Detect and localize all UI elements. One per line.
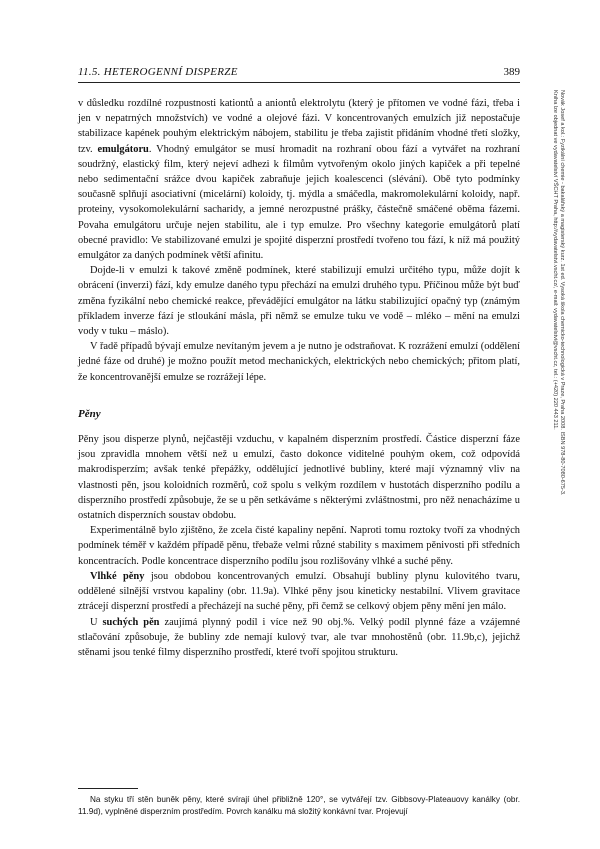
paragraph-foams-intro: Pěny jsou disperze plynů, nejčastěji vzduchu, v kapalném disperzním prostředí. Částice disperzní fáze jsou zpravidla mnohem větší než u emulzí, často dokonce viditelné pouhým okem, což odpovídá makrodisperzím; avšak tenké přepážky, oddělující jednotlivé bubliny, které mají významný vliv na vlastnosti pěn, jsou koloidních rozměrů, což spolu s velkým rozdílem v hustotách disperzního podílu a disperzního prostředí způsobuje, že se u pěn setkáváme s některými zvláštnostmi, pro něž nenacházíme u ostatních disperzních soustav obdobu. (78, 434, 520, 522)
page-number: 389 (503, 66, 520, 78)
paragraph-wet-foams: Vlhké pěny jsou obdobou koncentrovaných emulzí. Obsahují bubliny plynu kulovitého tvaru, oddělené silnější vrstvou kapaliny (obr. 11.9a). Vlhké pěny jsou kineticky nestabilní. Vlivem gravitace ztrácejí disperzní prostředí a přecházejí na suché pěny, při čemž se celkový objem pěny mění jen málo. (78, 570, 520, 613)
sidebar-line-citation: Novák Josef a kol.: Fyzikální chemie - bakalářský a magisterský kurz. 1st ed. Vysoká škola chemicko-technologická v Praze, Praha 2008. ISBN 978-80-7080-675-3. (559, 90, 565, 496)
footnote-rule (78, 788, 138, 789)
term-dry-foams: suchých pěn (102, 616, 160, 628)
term-emulgator: emulgátoru (97, 143, 149, 155)
paragraph-breaking: V řadě případů bývají emulze nevítaným jevem a je nutno je odstraňovat. K rozrážení emulzí (oddělení jedné fáze od druhé) je možno použít metod mechanických, elektrických nebo chemických; přitom platí, že koncentrovanější emulze se rozrážejí lépe. (78, 341, 520, 383)
footnote: Na styku tří stěn buněk pěny, které svírají úhel přibližně 120°, se vytvářejí tzv. Gibbsovy-Plateauovy kanálky (obr. 11.9d), vyplněné disperzním prostředím. Povrch kanálku má složitý konkávní tvar. Projevují (78, 795, 520, 816)
section-heading: 11.5. HETEROGENNÍ DISPERZE (78, 66, 238, 78)
paragraph-inversion: Dojde-li v emulzi k takové změně podmínek, které stabilizují emulzi určitého typu, může dojít k obrácení (inverzi) fází, kdy emulze daného typu přechází na emulzi druhého typu. Příčinou může být buď změna fyzikální nebo chemické reakce, převádějící emulgátor na látku stabilizující opačný typ (známým příkladem inverze fází je stloukání másla, při němž se emulze tuku ve vodě – mléko – mění na emulzi vody v tuku – máslo). (78, 265, 520, 338)
paragraph-foams-experimental: Experimentálně bylo zjištěno, že zcela čisté kapaliny nepění. Naproti tomu roztoky tvoří za vhodných podmínek téměř v každém případě pěnu, třebaže velmi různé stability s maximem pěnivosti při středních koncentracích. Podle koncentrace disperzního podílu jsou rozlišovány vlhké a suché pěny. (78, 525, 520, 567)
main-text (78, 96, 520, 660)
paragraph-dry-foams: U suchých pěn zaujímá plynný podíl i více než 90 obj.%. Velký podíl plynné fáze a vzájemné stlačování způsobuje, že bubliny zde nemají kulový tvar, ale tvar mnohostěnů (obr. 11.9b,c), jejichž stěnami jsou tenké filmy disperzního prostředí, které tvoří spojitou strukturu. (78, 616, 520, 658)
running-header (78, 66, 520, 78)
term-wet-foams: Vlhké pěny (90, 570, 145, 582)
section-title-foams: Pěny (78, 407, 101, 420)
sidebar-line-order: Kniha lze objednat ve vydavatelství VŠCHT Praha, http://vydavatelstvi.vscht.cz/, e-mail: vydavatelstvi@vscht.cz, tel.: (+420) 220 443 211. (552, 90, 558, 430)
paragraph-emulsion-stability: v důsledku rozdílné rozpustnosti kationtů a aniontů elektrolytu (který je přítomen ve vodné fázi, třeba i jen v nepatrných množstvích) ve vodné a olejové fázi. V koncentrovaných emulzích již nepostačuje stabilizace kapének pouhým elektrickým nábojem, stabilitu je třeba zajistit přidáním vhodné třetí složky, tzv. emulgátoru. Vhodný emulgátor se musí hromadit na rozhraní obou fází a vytvářet na rozhraní soudržný, elastický film, který nejeví adhezi k filmům vytvořeným okolo jiných kapiček a při tepelné nebo sedimentační srážce dvou kapiček zabraňuje jejich koalescenci (slévání). Obě tyto podmínky současně splňují asociativní (micelární) koloidy, tj. mýdla a smáčedla, makromolekulární koloidy, např. proteiny, vysokomolekulární sacharidy, a jemné nerozpustné prášky, částečně smáčené oběma fázemi. Povaha emulgátoru určuje nejen stabilitu, ale i typ emulze. Pro všechny kategorie emulgátorů platí obecné pravidlo: Ve stabilizované emulzi je spojité disperzní prostředí tvořeno tou fází, k níž má použitý emulgátor za daných podmínek větší afinitu. (78, 98, 520, 262)
header-rule (78, 82, 520, 83)
copyright-sidebar (551, 90, 565, 650)
